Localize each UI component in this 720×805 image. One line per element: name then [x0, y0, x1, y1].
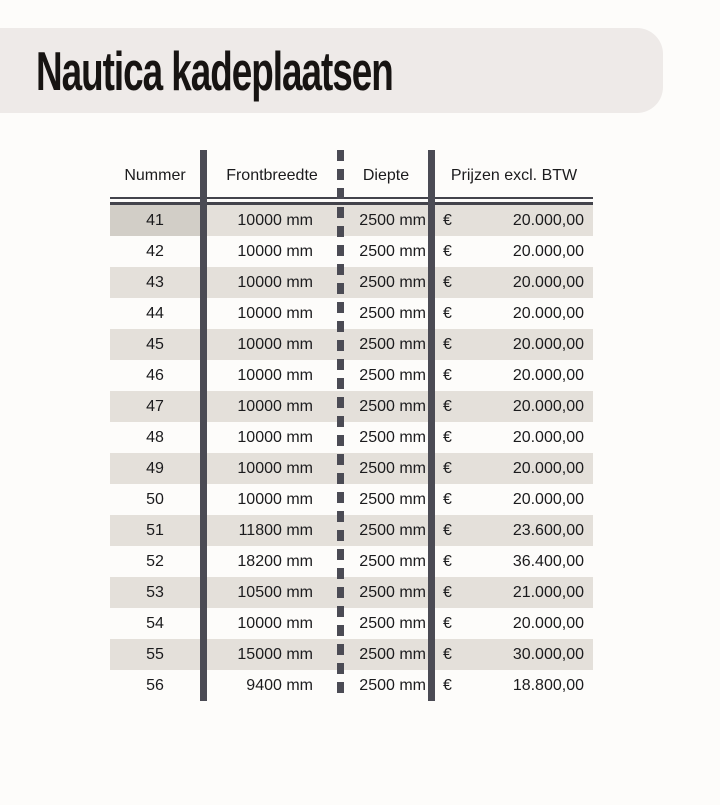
- cell-frontbreedte: 10500 mm: [237, 584, 313, 601]
- cell-nummer: 42: [146, 243, 164, 260]
- cell-prijs: [435, 577, 593, 608]
- price-amount: 20.000,00: [512, 491, 584, 508]
- currency-symbol: €: [443, 305, 452, 322]
- table-row: [110, 670, 593, 701]
- table-row: [110, 298, 593, 329]
- currency-symbol: €: [443, 522, 452, 539]
- column-separator-solid-2: [428, 150, 435, 701]
- price-amount: 20.000,00: [512, 212, 584, 229]
- cell-prijs: [435, 267, 593, 298]
- currency-symbol: €: [443, 646, 452, 663]
- table-row: [110, 391, 593, 422]
- cell-frontbreedte: 15000 mm: [237, 646, 313, 663]
- cell-frontbreedte: 10000 mm: [237, 305, 313, 322]
- cell-diepte: 2500 mm: [359, 305, 426, 322]
- price-table: [110, 150, 593, 701]
- header-nummer: Nummer: [124, 166, 186, 184]
- table-row: [110, 577, 593, 608]
- price-amount: 20.000,00: [512, 398, 584, 415]
- cell-prijs: [435, 670, 593, 701]
- currency-symbol: €: [443, 274, 452, 291]
- title-banner: [0, 28, 663, 113]
- price-amount: 20.000,00: [512, 460, 584, 477]
- cell-diepte: 2500 mm: [359, 584, 426, 601]
- cell-nummer: 56: [146, 677, 164, 694]
- price-amount: 30.000,00: [512, 646, 584, 663]
- table-row: [110, 608, 593, 639]
- cell-nummer: 55: [146, 646, 164, 663]
- cell-diepte: 2500 mm: [359, 460, 426, 477]
- cell-diepte: 2500 mm: [359, 398, 426, 415]
- price-amount: 20.000,00: [512, 305, 584, 322]
- cell-prijs: [435, 546, 593, 577]
- price-amount: 20.000,00: [512, 336, 584, 353]
- cell-diepte: 2500 mm: [359, 491, 426, 508]
- currency-symbol: €: [443, 677, 452, 694]
- table-row: [110, 546, 593, 577]
- cell-prijs: [435, 639, 593, 670]
- cell-frontbreedte: 11800 mm: [238, 522, 313, 539]
- table-row: [110, 205, 593, 236]
- cell-frontbreedte: 10000 mm: [237, 367, 313, 384]
- table-row: [110, 422, 593, 453]
- currency-symbol: €: [443, 584, 452, 601]
- cell-frontbreedte: 18200 mm: [237, 553, 313, 570]
- table-header-row: [110, 150, 593, 197]
- table-row: [110, 360, 593, 391]
- price-amount: 20.000,00: [512, 274, 584, 291]
- cell-frontbreedte: 9400 mm: [246, 677, 313, 694]
- cell-prijs: [435, 484, 593, 515]
- cell-diepte: 2500 mm: [359, 677, 426, 694]
- cell-diepte: 2500 mm: [359, 615, 426, 632]
- cell-nummer: 44: [146, 305, 164, 322]
- table-row: [110, 484, 593, 515]
- cell-prijs: [435, 329, 593, 360]
- header-diepte: Diepte: [362, 166, 410, 184]
- price-amount: 20.000,00: [512, 367, 584, 384]
- cell-diepte: 2500 mm: [359, 274, 426, 291]
- currency-symbol: €: [443, 460, 452, 477]
- table-row: [110, 453, 593, 484]
- cell-prijs: [435, 236, 593, 267]
- price-amount: 23.600,00: [512, 522, 584, 539]
- cell-prijs: [435, 608, 593, 639]
- header-divider-double-line: [110, 197, 593, 205]
- cell-frontbreedte: 10000 mm: [237, 429, 313, 446]
- cell-diepte: 2500 mm: [359, 243, 426, 260]
- currency-symbol: €: [443, 243, 452, 260]
- cell-diepte: 2500 mm: [359, 367, 426, 384]
- currency-symbol: €: [443, 398, 452, 415]
- cell-diepte: 2500 mm: [359, 522, 426, 539]
- column-separator-solid-1: [200, 150, 207, 701]
- price-amount: 21.000,00: [512, 584, 584, 601]
- cell-frontbreedte: 10000 mm: [237, 460, 313, 477]
- currency-symbol: €: [443, 336, 452, 353]
- cell-diepte: 2500 mm: [359, 429, 426, 446]
- cell-nummer: 45: [146, 336, 164, 353]
- cell-nummer: 46: [146, 367, 164, 384]
- cell-frontbreedte: 10000 mm: [237, 243, 313, 260]
- cell-nummer: 48: [146, 429, 164, 446]
- currency-symbol: €: [443, 491, 452, 508]
- cell-nummer: 43: [146, 274, 164, 291]
- cell-nummer: 41: [110, 205, 200, 236]
- cell-prijs: [435, 391, 593, 422]
- cell-nummer: 52: [146, 553, 164, 570]
- page-title: Nautica kadeplaatsen: [36, 39, 393, 102]
- cell-prijs: [435, 205, 593, 236]
- header-prijzen: Prijzen excl. BTW: [450, 166, 578, 184]
- cell-diepte: 2500 mm: [359, 553, 426, 570]
- cell-frontbreedte: 10000 mm: [237, 491, 313, 508]
- currency-symbol: €: [443, 615, 452, 632]
- price-amount: 20.000,00: [512, 615, 584, 632]
- cell-prijs: [435, 298, 593, 329]
- column-separator-dashed: [337, 150, 344, 701]
- price-amount: 20.000,00: [512, 429, 584, 446]
- table-row: [110, 329, 593, 360]
- cell-nummer: 53: [146, 584, 164, 601]
- currency-symbol: €: [443, 367, 452, 384]
- table-row: [110, 236, 593, 267]
- currency-symbol: €: [443, 553, 452, 570]
- cell-nummer: 49: [146, 460, 164, 477]
- cell-diepte: 2500 mm: [359, 336, 426, 353]
- table-row: [110, 639, 593, 670]
- cell-diepte: 2500 mm: [359, 646, 426, 663]
- cell-frontbreedte: 10000 mm: [237, 398, 313, 415]
- cell-frontbreedte: 10000 mm: [237, 274, 313, 291]
- table-body: [110, 205, 593, 701]
- cell-nummer: 50: [146, 491, 164, 508]
- cell-frontbreedte: 10000 mm: [237, 615, 313, 632]
- cell-frontbreedte: 10000 mm: [237, 336, 313, 353]
- cell-diepte: 2500 mm: [359, 212, 426, 229]
- cell-prijs: [435, 515, 593, 546]
- currency-symbol: €: [443, 429, 452, 446]
- cell-prijs: [435, 422, 593, 453]
- table-row: [110, 515, 593, 546]
- price-amount: 36.400,00: [512, 553, 584, 570]
- cell-prijs: [435, 360, 593, 391]
- price-amount: 20.000,00: [512, 243, 584, 260]
- cell-nummer: 51: [146, 522, 164, 539]
- header-frontbreedte: Frontbreedte: [226, 166, 318, 184]
- cell-frontbreedte: 10000 mm: [237, 212, 313, 229]
- table-row: [110, 267, 593, 298]
- price-amount: 18.800,00: [512, 677, 584, 694]
- cell-nummer: 54: [146, 615, 164, 632]
- cell-prijs: [435, 453, 593, 484]
- currency-symbol: €: [443, 212, 452, 229]
- cell-nummer: 47: [146, 398, 164, 415]
